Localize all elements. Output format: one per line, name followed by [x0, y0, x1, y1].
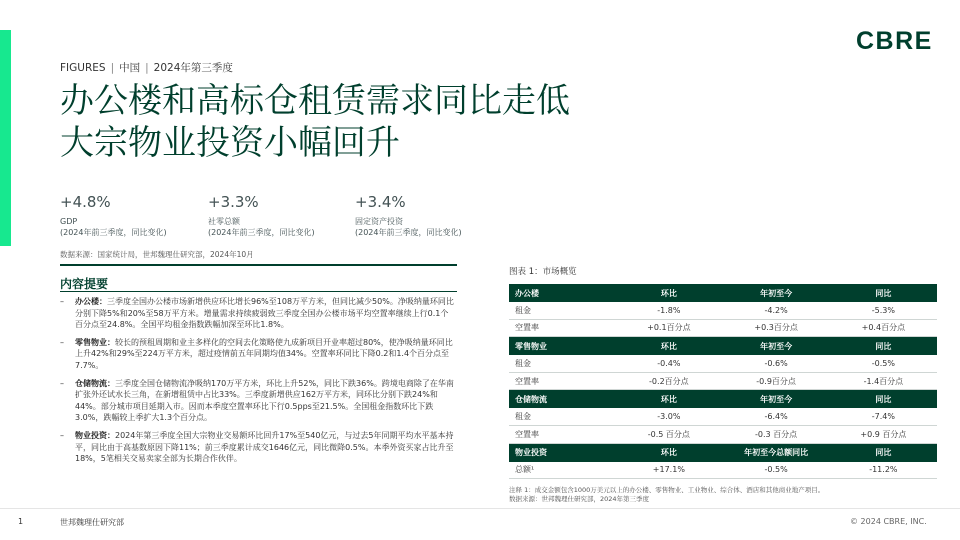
table-footnote: 注释 1：成交金额包含1000万美元以上的办公楼、零售物业、工业物业、综合体、酒店和其他商业地产项目。 [509, 486, 825, 494]
summary-heading: 内容提要 [60, 277, 109, 291]
stat-label: GDP [60, 217, 78, 226]
cbre-logo: CBRE [856, 27, 933, 55]
table-cell: -0.6% [722, 355, 829, 372]
summary-item-text: 三季度全国仓储物流净吸纳170万平方米，环比上升52%，同比下跌36%。跨境电商除了在华南扩张外还试水长三角，在新增租赁中占比33%。三季度新增供应162万平方米，同环比分别下跌24%和44%。部分城市项目延期入市。因而本季度空置率环比下行0.5pps至21.5%。全国租金指数环比下跌3.0%，跌幅较上季扩大1.3个百分点。 [75, 378, 454, 423]
table-row [509, 355, 937, 372]
eyebrow-period: 2024年第三季度 [153, 62, 233, 74]
summary-item-text: 2024年第三季度全国大宗物业交易额环比回升17%至540亿元，与过去5年同期平均水平基本持平，同比由于高基数原因下降11%；前三季度累计成交1646亿元，同比微降0.5%。本季外资买家占比升至18%，5笔相关交易卖家全部为长期合作伙伴。 [75, 430, 454, 464]
column-header: 同比 [830, 443, 937, 462]
table-cell: -0.3 百分点 [722, 425, 829, 443]
stat-value: +3.3% [208, 193, 259, 211]
column-header: 环比 [615, 284, 722, 302]
summary-item-retail: – 零售物业：较长的预租周期和业主多样化的空间去化策略使九成新项目开业率超过80%，使净吸纳量环同比上升42%和29%至224万平方米，超过疫情前五年同期均值34%。空置率环同比下降0.2和1.4个百分点至7.7%。 [60, 337, 453, 370]
stat-label: 固定资产投资 [355, 217, 403, 226]
summary-item-title: 办公楼： [75, 297, 107, 306]
column-header: 环比 [615, 443, 722, 462]
row-label: 空置率 [509, 372, 615, 390]
stat-value: +4.8% [60, 193, 111, 211]
column-header: 年初至今总额同比 [722, 443, 829, 462]
eyebrow-region: 中国 [119, 62, 141, 74]
row-label: 总额¹ [509, 462, 615, 479]
table-cell: +0.1百分点 [615, 319, 722, 337]
accent-bar [0, 30, 11, 246]
title-line-2: 大宗物业投资小幅回升 [60, 123, 400, 163]
summary-item-title: 零售物业： [75, 337, 115, 347]
row-label: 空置率 [509, 425, 615, 443]
table-cell: -7.4% [830, 408, 937, 425]
table-section-header [509, 390, 937, 409]
table-cell: -0.5% [722, 462, 829, 479]
column-header: 环比 [615, 337, 722, 356]
table-cell: +17.1% [615, 462, 722, 479]
table-cell: -11.2% [830, 462, 937, 479]
section-name: 物业投资 [509, 443, 615, 462]
table-cell: -0.2百分点 [615, 372, 722, 390]
divider [60, 264, 457, 266]
table-cell: -0.4% [615, 355, 722, 372]
table-notes [509, 486, 824, 504]
table-cell: -1.4百分点 [830, 372, 937, 390]
summary-item-title: 仓储物流： [75, 378, 115, 388]
column-header: 同比 [830, 337, 937, 356]
row-label: 空置率 [509, 319, 615, 337]
market-overview-table [509, 284, 937, 479]
table-cell: -3.0% [615, 408, 722, 425]
stat-fixed-investment [355, 193, 505, 238]
table-row [509, 319, 937, 337]
summary-item-text: 三季度全国办公楼市场新增供应环比增长96%至108万平方米，但同比减少50%。净吸纳量环同比分别下降5%和20%至58万平方米。增量需求持续疲弱致三季度全国办公楼市场平均空置率继续上行0.1个百分点至24.8%。全国平均租金指数跌幅加深至环比1.8%。 [75, 297, 454, 330]
stat-retail-sales [208, 193, 358, 238]
table-source: 数据来源：世邦魏理仕研究部，2024年第三季度 [509, 495, 650, 503]
table-title: 图表 1：市场概览 [509, 267, 577, 277]
eyebrow: FIGURES | 中国 | 2024年第三季度 [60, 62, 233, 74]
summary-item-title: 物业投资： [75, 430, 115, 440]
table-section-header [509, 284, 937, 302]
table-cell: +0.3百分点 [722, 319, 829, 337]
table-cell: -4.2% [722, 302, 829, 319]
stat-label: 社零总额 [208, 217, 240, 226]
summary-list [60, 296, 456, 471]
stat-sub: (2024年前三季度，同比变化) [208, 228, 315, 237]
table-cell: -5.3% [830, 302, 937, 319]
page-number: 1 [18, 517, 24, 526]
footer-divider [0, 508, 960, 509]
section-name: 零售物业 [509, 337, 615, 356]
row-label: 租金 [509, 302, 615, 319]
section-name: 仓储物流 [509, 390, 615, 409]
table-row [509, 462, 937, 479]
divider [60, 291, 457, 292]
table-row [509, 302, 937, 319]
summary-item-text: 较长的预租周期和业主多样化的空间去化策略使九成新项目开业率超过80%，使净吸纳量环同比上升42%和29%至224万平方米，超过疫情前五年同期均值34%。空置率环同比下降0.2和1.4个百分点至7.7%。 [75, 337, 453, 370]
column-header: 同比 [830, 390, 937, 409]
stat-gdp [60, 193, 210, 238]
column-header: 年初至今 [722, 337, 829, 356]
table-cell: -0.9百分点 [722, 372, 829, 390]
table-section-header [509, 337, 937, 356]
table-cell: -0.5% [830, 355, 937, 372]
summary-item-investment: – 物业投资：2024年第三季度全国大宗物业交易额环比回升17%至540亿元，与过去5年同期平均水平基本持平，同比由于高基数原因下降11%；前三季度累计成交1646亿元，同比微降0.5%。本季外资买家占比升至18%，5笔相关交易卖家全部为长期合作伙伴。 [60, 430, 454, 464]
table-cell: -0.5 百分点 [615, 425, 722, 443]
eyebrow-figures: FIGURES [60, 62, 106, 74]
table-row [509, 408, 937, 425]
stats-source: 数据来源：国家统计局，世邦魏理仕研究部，2024年10月 [60, 250, 254, 259]
row-label: 租金 [509, 355, 615, 372]
column-header: 年初至今 [722, 390, 829, 409]
table-cell: -1.8% [615, 302, 722, 319]
section-name: 办公楼 [509, 284, 615, 302]
stat-value: +3.4% [355, 193, 406, 211]
table-cell: +0.9 百分点 [830, 425, 937, 443]
summary-item-office: – 办公楼：三季度全国办公楼市场新增供应环比增长96%至108万平方米，但同比减少50%。净吸纳量环同比分别下降5%和20%至58万平方米。增量需求持续疲弱致三季度全国办公楼市场平均空置率继续上行0.1个百分点至24.8%。全国平均租金指数跌幅加深至环比1.8%。 [60, 297, 454, 330]
table-cell: +0.4百分点 [830, 319, 937, 337]
table-row [509, 425, 937, 443]
footer-copyright: © 2024 CBRE, INC. [850, 517, 927, 526]
table-cell: -6.4% [722, 408, 829, 425]
footer-org: 世邦魏理仕研究部 [60, 518, 124, 527]
column-header: 年初至今 [722, 284, 829, 302]
page-title [60, 80, 570, 164]
column-header: 同比 [830, 284, 937, 302]
stat-sub: (2024年前三季度，同比变化) [60, 228, 167, 237]
column-header: 环比 [615, 390, 722, 409]
stat-sub: (2024年前三季度，同比变化) [355, 228, 462, 237]
table-section-header [509, 443, 937, 462]
title-line-1: 办公楼和高标仓租赁需求同比走低 [60, 81, 570, 121]
summary-item-logistics: – 仓储物流：三季度全国仓储物流净吸纳170万平方米，环比上升52%，同比下跌36%。跨境电商除了在华南扩张外还试水长三角，在新增租赁中占比33%。三季度新增供应162万平方米，同环比分别下跌24%和44%。部分城市项目延期入市。因而本季度空置率环比下行0.5pps至21.5%。全国租金指数环比下跌3.0%，跌幅较上季扩大1.3个百分点。 [60, 378, 454, 423]
row-label: 租金 [509, 408, 615, 425]
table-row [509, 372, 937, 390]
